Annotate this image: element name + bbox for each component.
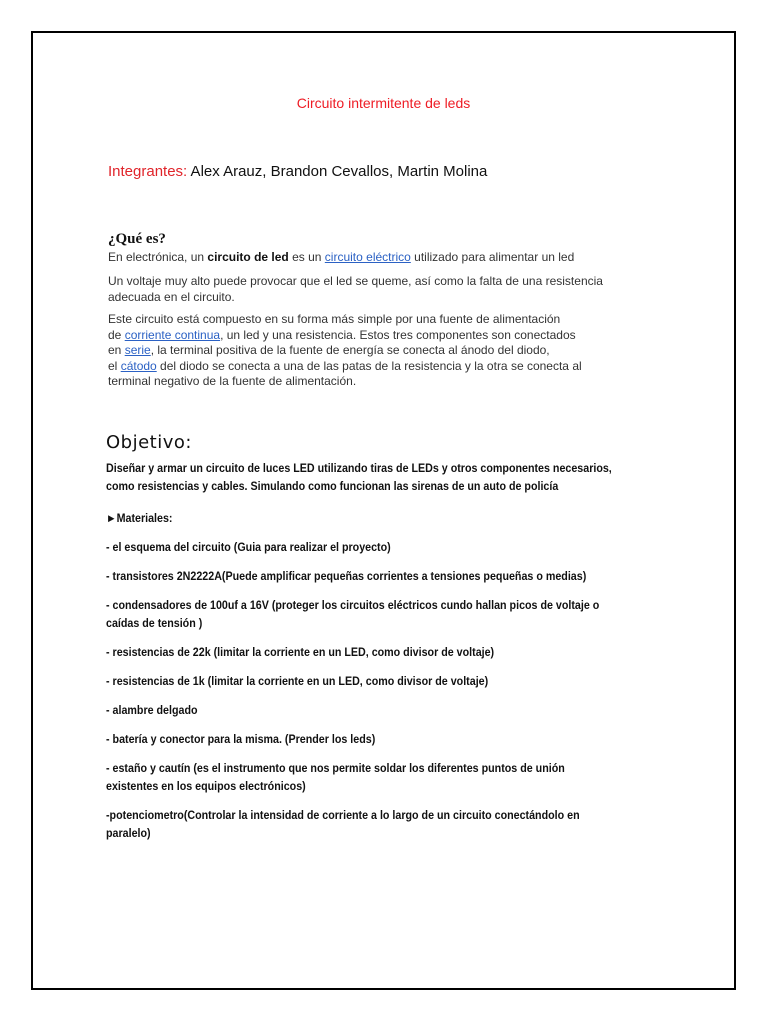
material-item: - transistores 2N2222A(Puede amplificar pequeñas corrientes a tensiones pequeñas o medias) — [106, 571, 587, 583]
text-run: , la terminal positiva de la fuente de energía se conecta al ánodo del diodo, — [150, 343, 550, 357]
objective-text — [106, 460, 612, 496]
link-catodo[interactable]: cátodo — [120, 358, 157, 373]
text-line: adecuada en el circuito. — [108, 289, 235, 304]
members-names: Alex Arauz, Brandon Cevallos, Martin Molina — [187, 163, 488, 180]
materials-heading: ►Materiales: — [106, 513, 173, 525]
material-item: -potenciometro(Controlar la intensidad de corriente a lo largo de un circuito conectándolo en — [106, 810, 580, 822]
members-line — [108, 163, 487, 180]
text-line: Diseñar y armar un circuito de luces LED utilizando tiras de LEDs y otros componentes necesarios, — [106, 463, 612, 475]
material-item: - resistencias de 22k (limitar la corriente en un LED, como divisor de voltaje) — [106, 647, 495, 659]
text-line: terminal negativo de la fuente de alimentación. — [108, 374, 357, 388]
material-item: - estaño y cautín (es el instrumento que nos permite soldar los diferentes puntos de unión — [106, 763, 565, 775]
material-item-continued: existentes en los equipos electrónicos) — [106, 781, 306, 793]
what-is-paragraph-1 — [108, 250, 574, 266]
what-is-paragraph-2 — [108, 274, 603, 305]
material-item-continued: caídas de tensión ) — [106, 618, 203, 630]
text-run: , un led y una resistencia. Estos tres componentes son conectados — [220, 327, 576, 342]
text-line — [108, 328, 582, 344]
text-line: Un voltaje muy alto puede provocar que el led se queme, así como la falta de una resistencia — [108, 274, 603, 288]
material-item: - batería y conector para la misma. (Prender los leds) — [106, 734, 376, 746]
material-item: - condensadores de 100uf a 16V (proteger los circuitos eléctricos cundo hallan picos de voltaje o — [106, 600, 600, 612]
material-item: - resistencias de 1k (limitar la corriente en un LED, como divisor de voltaje) — [106, 676, 489, 688]
text-run: utilizado para alimentar un led — [410, 250, 575, 264]
text-line — [108, 343, 582, 359]
text-line: Este circuito está compuesto en su forma más simple por una fuente de alimentación — [108, 312, 561, 326]
members-label: Integrantes: — [108, 163, 188, 180]
page-content — [33, 33, 734, 988]
text-line: como resistencias y cables. Simulando como funcionan las sirenas de un auto de policía — [106, 481, 559, 493]
what-is-heading: ¿Qué es? — [108, 231, 166, 247]
material-item: - alambre delgado — [106, 705, 198, 717]
bold-term: circuito de led — [207, 250, 289, 264]
text-line — [108, 359, 582, 375]
text-run: de — [108, 327, 125, 342]
link-circuito-electrico[interactable]: circuito eléctrico — [324, 250, 411, 264]
text-run: el — [108, 358, 121, 373]
document-page — [31, 31, 736, 990]
link-corriente-continua[interactable]: corriente continua — [124, 327, 221, 342]
what-is-paragraph-3 — [108, 312, 582, 390]
text-run: En electrónica, un — [108, 250, 208, 264]
text-run: en — [108, 343, 125, 357]
document-title: Circuito intermitente de leds — [296, 95, 471, 111]
material-item-continued: paralelo) — [106, 828, 151, 840]
objective-heading: Objetivo: — [106, 432, 192, 453]
link-serie[interactable]: serie — [124, 343, 151, 357]
text-run: es un — [288, 250, 325, 264]
material-item: - el esquema del circuito (Guia para realizar el proyecto) — [106, 542, 391, 554]
text-run: del diodo se conecta a una de las patas de la resistencia y la otra se conecta al — [156, 358, 582, 373]
